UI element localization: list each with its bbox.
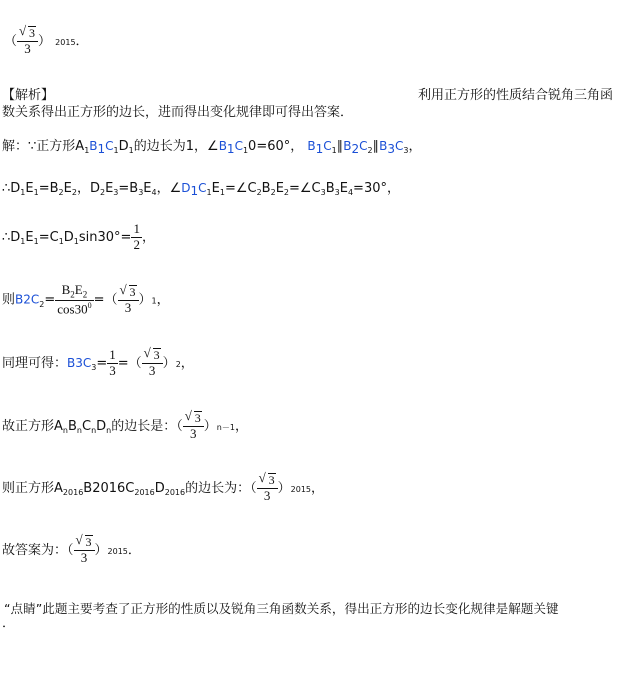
exponent: 1 xyxy=(151,296,157,306)
solution-line-2: $\therefore D_1E_1=B_2E_2$，$D_2E_3=B_3E_4$，$\angle D1C_1E_1=\angle C_2B_2E_2=\angle C_3B_3E_4=30^\circ$， xyxy=(2,181,400,198)
fraction-one-half: $\frac{1}{2}$ xyxy=(133,221,140,252)
fraction-sqrt3-over-3: √ $\frac{3}{3}$ xyxy=(74,535,95,566)
exponent: n－1 xyxy=(216,422,235,432)
tip-line-1: “点睛”此题主要考查了正方形的性质以及锐角三角函数关系，得出正方形的边长变化规律是解题关键 xyxy=(4,601,559,616)
exponent: 2 xyxy=(175,359,181,369)
fraction-sqrt3-over-3: √ $\frac{3}{3}$ xyxy=(183,411,204,442)
top-expression: （ √ $\frac{3}{3}$ ） 2015． xyxy=(4,26,89,57)
tip-line-2: ． xyxy=(2,616,16,631)
exponent: 2015 xyxy=(55,37,76,47)
fraction-sqrt3-over-3: √ $\frac{3}{3}$ xyxy=(257,473,278,504)
analysis-label: 【解析】 xyxy=(2,88,55,103)
fraction-sqrt3-over-3: √ $\frac{3}{3}$ xyxy=(142,348,163,379)
exponent: 2015 xyxy=(107,546,128,556)
solution-line-7: 则正方形$A_{2016}B2016C_{2016}D_{2016}$的边长为：（ √ $\frac{3}{3}$ ）2015， xyxy=(2,473,324,504)
analysis-right-text: 利用正方形的性质结合锐角三角函 xyxy=(418,88,614,103)
solution-line-1: 解：∵正方形$A_1B1C_1D_1$的边长为1，$\angle B1C_10=60^\circ$， $B1C_1\parallel B2C_2\parallel B3C_3$， xyxy=(2,139,422,156)
solution-line-5: 同理可得：$B3C_3=$ $\frac{1}{3}$ =（ √ $\frac{3}{3}$ ）2， xyxy=(2,348,194,379)
solution-line-4: 则$B2C_2=$ $\frac{B_2E_2}{\cos 30^0}$ =（ √ $\frac{3}{3}$ ）1， xyxy=(2,283,170,317)
solution-line-6: 故正方形$A_nB_nC_nD_n$的边长是：（ √ $\frac{3}{3}$ ）n－1， xyxy=(2,411,248,442)
fraction-one-third: $\frac{1}{3}$ xyxy=(109,347,116,378)
solution-line-3: $\therefore D_1E_1=C_1D_1\sin 30^\circ=$ $\frac{1}{2}$ ， xyxy=(2,221,155,252)
analysis-line-2: 数关系得出正方形的边长，进而得出变化规律即可得出答案． xyxy=(2,105,354,120)
fraction-sqrt3-over-3: √ $\frac{3}{3}$ xyxy=(118,285,139,316)
exponent: 2015 xyxy=(290,484,311,494)
solution-line-8: 故答案为：（ √ $\frac{3}{3}$ ）2015． xyxy=(2,535,141,566)
fraction-sqrt3-over-3: √ $\frac{3}{3}$ xyxy=(17,26,38,57)
fraction-b2e2-over-cos30: $\frac{B_2E_2}{\cos 30^0}$ xyxy=(57,282,92,317)
